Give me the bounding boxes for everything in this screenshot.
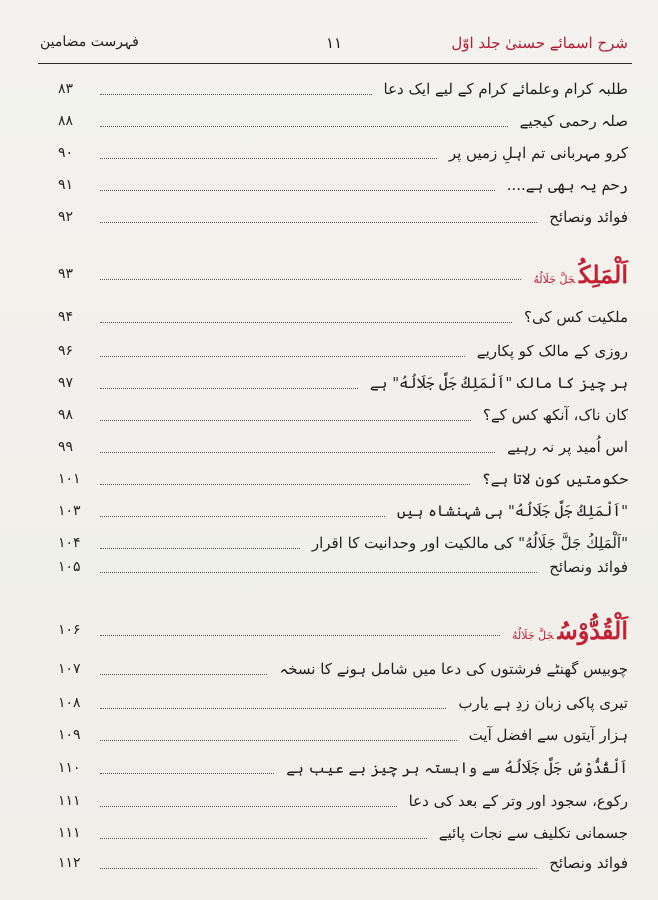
entry-page: ۱۰۹ [58,727,81,743]
dot-leader [100,572,537,573]
entry-title: تیری پاکی زبان زدِ ہے یارب [458,694,628,712]
dot-leader [100,158,437,159]
book-title: شرح اسمائے حسنیٰ جلد اوّل [451,34,628,52]
entry-page: ۹۴ [58,309,74,325]
toc-entry [58,466,628,492]
header-rule [38,63,632,64]
entry-title: فوائد ونصائح [549,558,628,576]
entry-page: ۱۰۷ [58,661,81,677]
page-header [40,34,628,60]
dot-leader [100,773,274,774]
page-number: ۱۱ [325,34,343,52]
entry-page: ۱۰۴ [58,535,81,551]
toc-entry [58,554,628,580]
entry-page: ۹۹ [58,439,74,455]
heading-suffix: جَلَّ جَلَالُهُ [533,272,575,286]
dot-leader [100,868,537,869]
toc-entry [58,722,628,748]
dot-leader [100,356,465,357]
toc-entry [58,498,628,524]
toc-entry [58,690,628,716]
entry-title: روزی کے مالک کو پکاریے [476,342,628,360]
toc-section-heading [58,256,628,292]
heading-name: اَلْمَلِكُ [578,259,628,289]
entry-title: جسمانی تکلیف سے نجات پائیے [438,824,628,842]
toc-entry [58,755,628,781]
entry-page: ۱۱۲ [58,855,81,871]
entry-page: ۹۳ [58,266,74,282]
section-heading-title [527,260,628,289]
entry-title: طلبہ کرام وعلمائے کرام کے لیے ایک دعا [383,80,628,98]
toc-entry [58,850,628,876]
entry-title: کان ناک، آنکھ کس کے؟ [482,406,628,424]
toc-entry [58,402,628,428]
dot-leader [100,674,267,675]
entry-title: ہر چیز کا مالک "اَلْمَلِكُ جَلَّ جَلَالُهُ" ہے [369,374,628,392]
entry-title: صلہ رحمی کیجیے [519,112,628,130]
toc-entry [58,204,628,230]
dot-leader [100,838,427,839]
toc-entry [58,172,628,198]
dot-leader [100,222,537,223]
entry-page: ۸۳ [58,81,74,97]
heading-suffix: جَلَّ جَلَالُهُ [512,628,554,642]
entry-page: ۹۰ [58,145,74,161]
toc-entry [58,820,628,846]
entry-title: ہزار آیتوں سے افضل آیت [468,726,628,744]
toc-entry [58,304,628,330]
dot-leader [100,740,457,741]
toc-entry [58,76,628,102]
dot-leader [100,94,372,95]
toc-entry [58,140,628,166]
entry-page: ۹۷ [58,375,74,391]
dot-leader [100,548,300,549]
dot-leader [100,635,500,636]
dot-leader [100,708,446,709]
dot-leader [100,322,512,323]
entry-page: ۱۱۱ [58,793,81,809]
entry-title: اَلْقُدُّوْسُ جَلَّ جَلَالُهُ سے وابستہ ہر چیز بے عیب ہے [286,759,628,777]
entry-title: فوائد ونصائح [549,854,628,872]
toc-entry [58,108,628,134]
toc-entry [58,788,628,814]
entry-page: ۱۱۰ [58,760,81,776]
entry-page: ۹۲ [58,209,74,225]
dot-leader [100,279,521,280]
heading-name: اَلْقُدُّوْسُ [557,615,628,645]
entry-title: ملکیت کس کی؟ [524,308,628,326]
entry-page: ۱۰۸ [58,695,81,711]
entry-page: ۹۱ [58,177,74,193]
dot-leader [100,484,470,485]
dot-leader [100,452,495,453]
dot-leader [100,388,358,389]
entry-title: رحم یہ بھی ہے.... [506,176,628,194]
entry-page: ۱۱۱ [58,825,81,841]
toc-entry [58,434,628,460]
toc-entry [58,338,628,364]
entry-title: چوبیس گھنٹے فرشتوں کی دعا میں شامل ہونے کا نسخہ [279,660,628,678]
entry-page: ۱۰۳ [58,503,81,519]
entry-page: ۱۰۶ [58,622,81,638]
dot-leader [100,190,495,191]
entry-page: ۸۸ [58,113,74,129]
entry-title: اس اُمید پر نہ رہیے [507,438,628,456]
dot-leader [100,126,508,127]
section-heading-title [506,616,628,645]
dot-leader [100,420,471,421]
entry-page: ۹۶ [58,343,74,359]
section-title: فہرست مضامین [40,34,139,50]
entry-title: رکوع، سجود اور وتر کے بعد کی دعا [408,792,628,810]
entry-page: ۹۸ [58,407,74,423]
toc-section-heading [58,612,628,648]
entry-title: کرو مہربانی تم اہلِ زمیں پر [448,144,628,162]
toc-entry [58,530,628,556]
entry-title: حکومتیں کون لاتا ہے؟ [481,470,628,488]
entry-title: "اَلْمَلِكُ جَلَّ جَلَالُهُ" ہی شہنشاہ ہیں [397,502,628,520]
toc-entry [58,370,628,396]
toc-entry [58,656,628,682]
entry-title: "اَلْمَلِكُ جَلَّ جَلَالُهُ" کی مالکیت اور وحدانیت کا اقرار [311,534,628,552]
entry-page: ۱۰۱ [58,471,81,487]
dot-leader [100,516,385,517]
entry-page: ۱۰۵ [58,559,81,575]
entry-title: فوائد ونصائح [549,208,628,226]
dot-leader [100,806,397,807]
